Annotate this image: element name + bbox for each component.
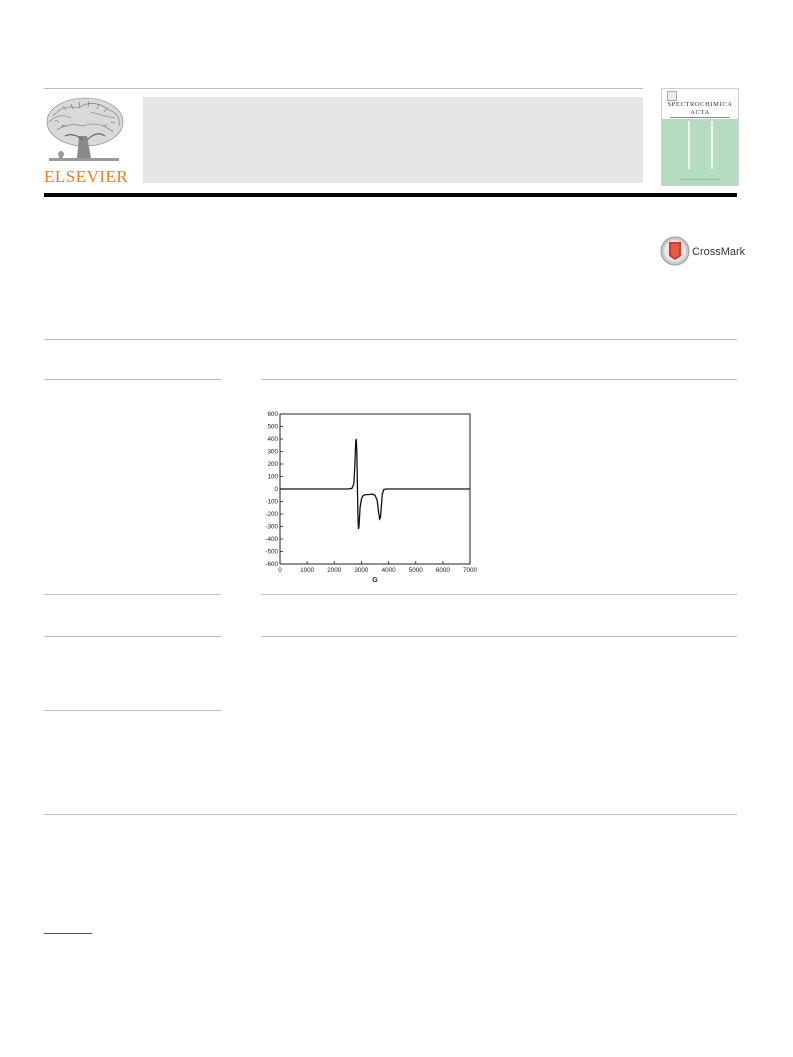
x-tick-label: 5000 (408, 567, 423, 574)
y-tick-label: 400 (267, 436, 278, 444)
header-thick-rule (44, 193, 737, 197)
y-tick-label: -100 (265, 498, 278, 506)
cover-title-line1: SPECTROCHIMICA (667, 101, 733, 108)
journal-cover (661, 88, 739, 186)
y-tick-label: 600 (267, 411, 278, 419)
body-start-rule (44, 814, 737, 815)
y-tick-label: -300 (265, 523, 278, 531)
keywords-rule-bottom (44, 636, 221, 637)
y-tick-label: 300 (267, 448, 278, 456)
x-tick-label: 0 (278, 567, 282, 574)
x-tick-label: 6000 (435, 567, 450, 574)
highlights-rule (261, 594, 737, 595)
y-tick-label: 0 (274, 486, 278, 494)
y-tick-label: -600 (265, 561, 278, 569)
x-tick-label: 3000 (354, 567, 369, 574)
crossmark-icon (660, 236, 690, 266)
journal-banner (143, 97, 643, 183)
sidebar-rule (44, 710, 221, 711)
tree-icon (43, 96, 125, 166)
epr-spectrum-chart (258, 408, 486, 590)
publisher-wordmark: ELSEVIER (44, 167, 129, 186)
x-tick-label: 7000 (462, 567, 478, 574)
publisher-logo (43, 96, 125, 166)
cover-stripe-left (688, 121, 690, 169)
y-tick-label: -500 (265, 548, 278, 556)
cover-stripe-right (711, 121, 713, 169)
title-block-rule (44, 339, 737, 340)
cover-logo-icon (667, 91, 677, 101)
keywords-rule-top (44, 594, 221, 595)
y-tick-label: 500 (267, 423, 278, 431)
x-tick-label: 1000 (300, 567, 315, 574)
x-tick-label: 2000 (327, 567, 342, 574)
abstract-rule-bottom (261, 636, 737, 637)
article-info-rule-top (44, 379, 221, 380)
abstract-rule-top (261, 379, 737, 380)
cover-subtitle-rule (670, 117, 730, 118)
cover-title (662, 101, 738, 117)
y-tick-label: -400 (265, 536, 278, 544)
y-tick-label: 100 (267, 473, 278, 481)
cover-title-line2: ACTA (690, 109, 710, 116)
x-tick-label: 4000 (381, 567, 396, 574)
y-tick-label: -200 (265, 511, 278, 519)
header-top-rule (44, 88, 643, 89)
cover-footer-line (680, 179, 720, 180)
series-line (280, 439, 470, 529)
x-axis (278, 561, 477, 574)
chart-svg (258, 408, 486, 590)
footnote-rule (44, 933, 92, 934)
x-axis-title: G (372, 577, 378, 584)
y-tick-label: 200 (267, 461, 278, 469)
crossmark-label[interactable]: CrossMark (692, 246, 746, 258)
